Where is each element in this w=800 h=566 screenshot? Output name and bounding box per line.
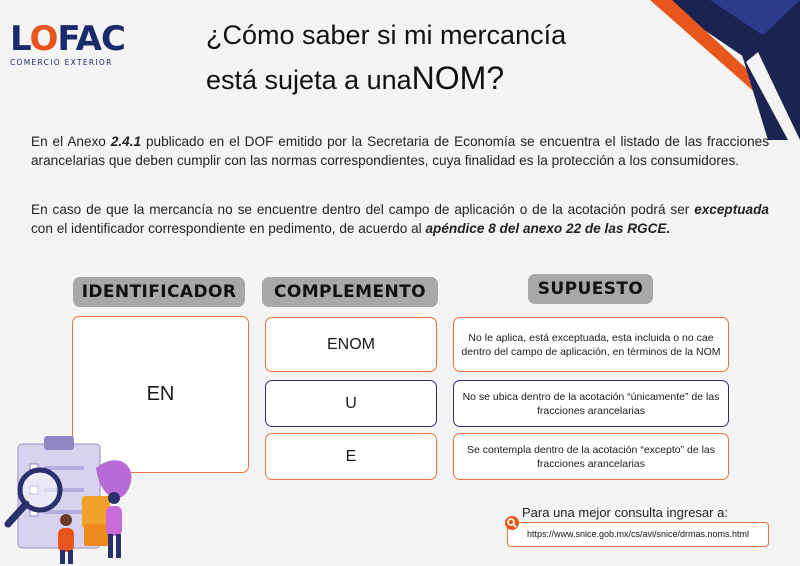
logo-wordmark: LOFAC xyxy=(10,19,125,59)
exception-paragraph: En caso de que la mercancía no se encuentre dentro del campo de aplicación o de la acotación podrá ser exceptuada con el identificador correspondiente en pedimento, de acuerdo al apéndice 8 del anexo 22 de las RGCE. xyxy=(31,202,769,236)
identificador-box: EN xyxy=(72,316,249,473)
title-emphasis: NOM? xyxy=(411,60,505,96)
consult-url-link[interactable]: https://www.snice.gob.mx/cs/avi/snice/drmas.noms.html xyxy=(507,522,769,547)
complemento-u: U xyxy=(265,380,437,427)
complemento-e: E xyxy=(265,433,437,480)
page-title-line2: está sujeta a unaNOM? xyxy=(206,60,505,96)
page-title-line1: ¿Cómo saber si mi mercancía xyxy=(206,20,567,50)
complemento-enom: ENOM xyxy=(265,317,437,372)
search-icon xyxy=(505,516,519,530)
supuesto-e: Se contempla dentro de la acotación “excepto” de las fracciones arancelarias xyxy=(453,433,729,480)
intro-paragraph: En el Anexo 2.4.1 publicado en el DOF emitido por la Secretaria de Economía se encuentra el listado de las fracciones arancelarias que deben cumplir con las normas correspondientes, cuya finalidad es la protección a los consumidores. xyxy=(31,134,769,168)
corner-decoration xyxy=(650,0,800,140)
header-complemento: COMPLEMENTO xyxy=(262,277,438,307)
supuesto-enom: No le aplica, está exceptuada, esta incluida o no cae dentro del campo de aplicación, en términos de la NOM xyxy=(453,317,729,372)
header-identificador: IDENTIFICADOR xyxy=(73,277,245,307)
clipboard-illustration xyxy=(0,428,142,566)
header-supuesto: SUPUESTO xyxy=(528,274,653,304)
consult-label: Para una mejor consulta ingresar a: xyxy=(522,505,728,520)
supuesto-u: No se ubica dentro de la acotación “únicamente” de las fracciones arancelarias xyxy=(453,380,729,427)
logo xyxy=(10,19,128,67)
logo-subtitle: COMERCIO EXTERIOR xyxy=(10,58,113,67)
